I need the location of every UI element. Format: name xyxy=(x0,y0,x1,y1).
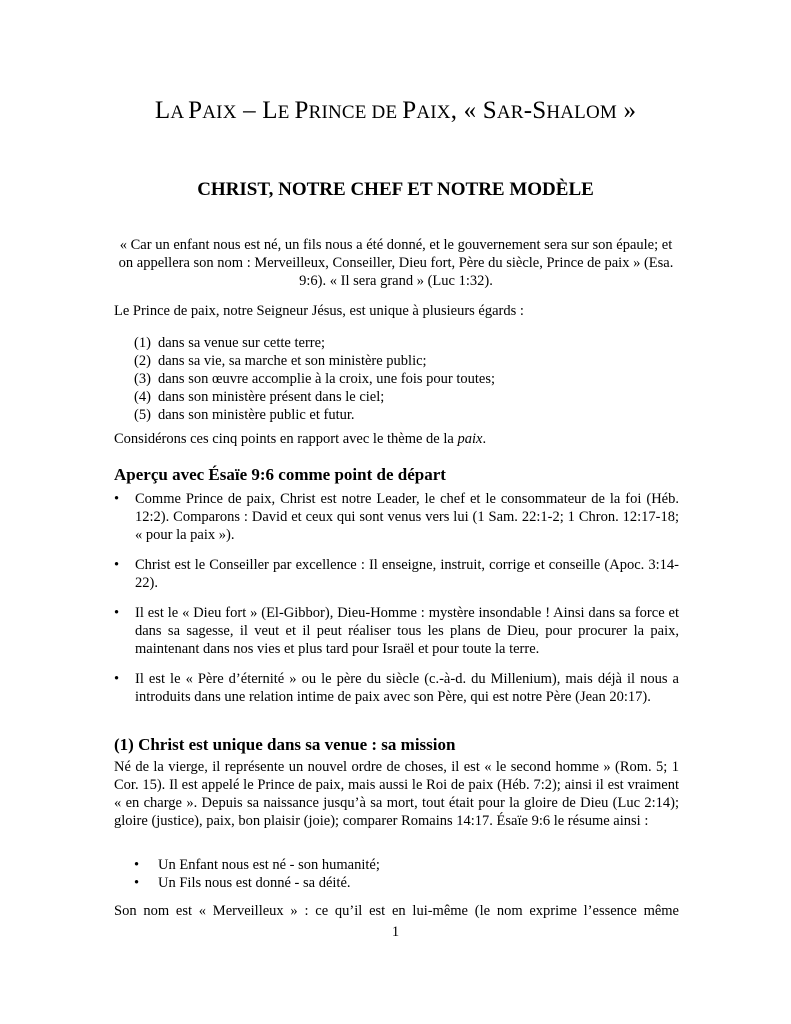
title-part: HALOM xyxy=(546,102,617,123)
title-part: RINCE DE xyxy=(308,102,403,123)
subtitle: CHRIST, NOTRE CHEF ET NOTRE MODÈLE xyxy=(197,179,594,200)
heading-section-1: (1) Christ est unique dans sa venue : sa mission xyxy=(114,735,456,754)
title-part: P xyxy=(402,97,417,124)
list-item xyxy=(134,856,674,874)
title-part: S xyxy=(532,97,547,124)
title-part: AIX xyxy=(416,102,451,123)
bullet-text: Comme Prince de paix, Christ est notre Leader, le chef et le consommateur de la foi (Héb. 12:2). Comparons : David et ceux qui sont venus vers lui (1 Sam. 22:1-2; 1 Chron. 12:17-18; « pour la paix »). xyxy=(135,491,679,543)
item-text: dans sa venue sur cette terre; xyxy=(158,335,326,351)
title-part: , « xyxy=(450,97,483,124)
heading-apercu: Aperçu avec Ésaïe 9:6 comme point de départ xyxy=(114,465,446,484)
bullet-text: Christ est le Conseiller par excellence : Il enseigne, instruit, corrige et conseille (Apoc. 3:14-22). xyxy=(135,557,679,591)
consider-paragraph xyxy=(114,430,679,448)
section-1-paragraph: Né de la vierge, il représente un nouvel ordre de choses, il est « le second homme » (Rom. 5; 1 Cor. 15). Il est appelé le Prince de paix, mais aussi le Roi de paix (Héb. 7:2); ainsi il est vraiment « en charge ». Depuis sa naissance jusqu’à sa mort, tout était pour la gloire de Dieu (Luc 2:14); gloire (justice), paix, bon plaisir (joie); comparer Romains 14:17. Ésaïe 9:6 le résume ainsi : xyxy=(114,759,679,829)
intro-paragraph: Le Prince de paix, notre Seigneur Jésus, est unique à plusieurs égards : xyxy=(114,303,524,319)
numbered-list-item xyxy=(134,334,679,352)
title-part: P xyxy=(294,97,309,124)
bullet-icon: • xyxy=(114,605,120,621)
item-number: (5) xyxy=(134,407,151,423)
bullet-icon: • xyxy=(134,875,140,891)
title-part: » xyxy=(617,97,637,124)
bullet-list xyxy=(114,490,679,718)
numbered-list-item xyxy=(134,370,679,388)
title-part: P xyxy=(188,97,203,124)
bullet-icon: • xyxy=(114,491,120,507)
numbered-list-item xyxy=(134,406,679,424)
bullet-item xyxy=(114,556,679,592)
list-item xyxy=(134,874,674,892)
item-text: dans son œuvre accomplie à la croix, une fois pour toutes; xyxy=(158,371,496,387)
item-number: (3) xyxy=(134,371,151,387)
item-text: dans sa vie, sa marche et son ministère public; xyxy=(158,353,427,369)
consider-text: Considérons ces cinq points en rapport avec le thème de la xyxy=(114,431,458,447)
item-number: (2) xyxy=(134,353,151,369)
consider-emphasis: paix xyxy=(457,431,483,447)
title-part: A xyxy=(170,102,189,123)
bullet-item xyxy=(114,604,679,658)
bullet-icon: • xyxy=(114,557,120,573)
list-item-text: Un Enfant nous est né - son humanité; xyxy=(158,857,380,873)
last-line: Son nom est « Merveilleux » : ce qu’il est en lui-même (le nom exprime l’essence même xyxy=(114,903,679,919)
bullet-icon: • xyxy=(134,857,140,873)
list-item-text: Un Fils nous est donné - sa déité. xyxy=(158,875,351,891)
item-text: dans son ministère présent dans le ciel; xyxy=(158,389,385,405)
bullet-text: Il est le « Dieu fort » (El-Gibbor), Dieu-Homme : mystère insondable ! Ainsi dans sa force et dans sa sagesse, il veut et il peut réaliser tous les plans de Dieu, pour procurer la paix, maintenant dans nos vies et plus tard pour Israël et pour toute la terre. xyxy=(135,605,679,657)
consider-end: . xyxy=(482,431,487,447)
bullet-icon: • xyxy=(114,671,120,687)
numbered-list xyxy=(134,334,679,424)
section-1-list xyxy=(134,856,674,892)
title-part: L xyxy=(262,97,278,124)
item-number: (1) xyxy=(134,335,151,351)
title-part: S xyxy=(482,97,497,124)
title-part: – xyxy=(236,97,263,124)
item-text: dans son ministère public et futur. xyxy=(158,407,355,423)
bullet-text: Il est le « Père d’éternité » ou le père du siècle (c.-à-d. du Millenium), mais déjà il nous a introduits dans une relation intime de paix avec son Père, qui est notre Père (Jean 20:17). xyxy=(135,671,679,705)
title-part: AIX xyxy=(202,102,237,123)
bullet-item xyxy=(114,670,679,706)
page-title xyxy=(0,96,791,128)
item-number: (4) xyxy=(134,389,151,405)
title-part: L xyxy=(154,97,171,124)
title-part: AR xyxy=(496,102,524,123)
numbered-list-item xyxy=(134,352,679,370)
title-part: - xyxy=(523,97,533,124)
page-number: 1 xyxy=(391,924,400,940)
epigraph-quote: « Car un enfant nous est né, un fils nous a été donné, et le gouvernement sera sur son épaule; et on appellera son nom : Merveilleux, Conseiller, Dieu fort, Père du siècle, Prince de paix » (Esa. 9:6). « Il sera grand » (Luc 1:32). xyxy=(118,237,674,289)
title-part: E xyxy=(277,102,295,123)
bullet-item xyxy=(114,490,679,544)
numbered-list-item xyxy=(134,388,679,406)
